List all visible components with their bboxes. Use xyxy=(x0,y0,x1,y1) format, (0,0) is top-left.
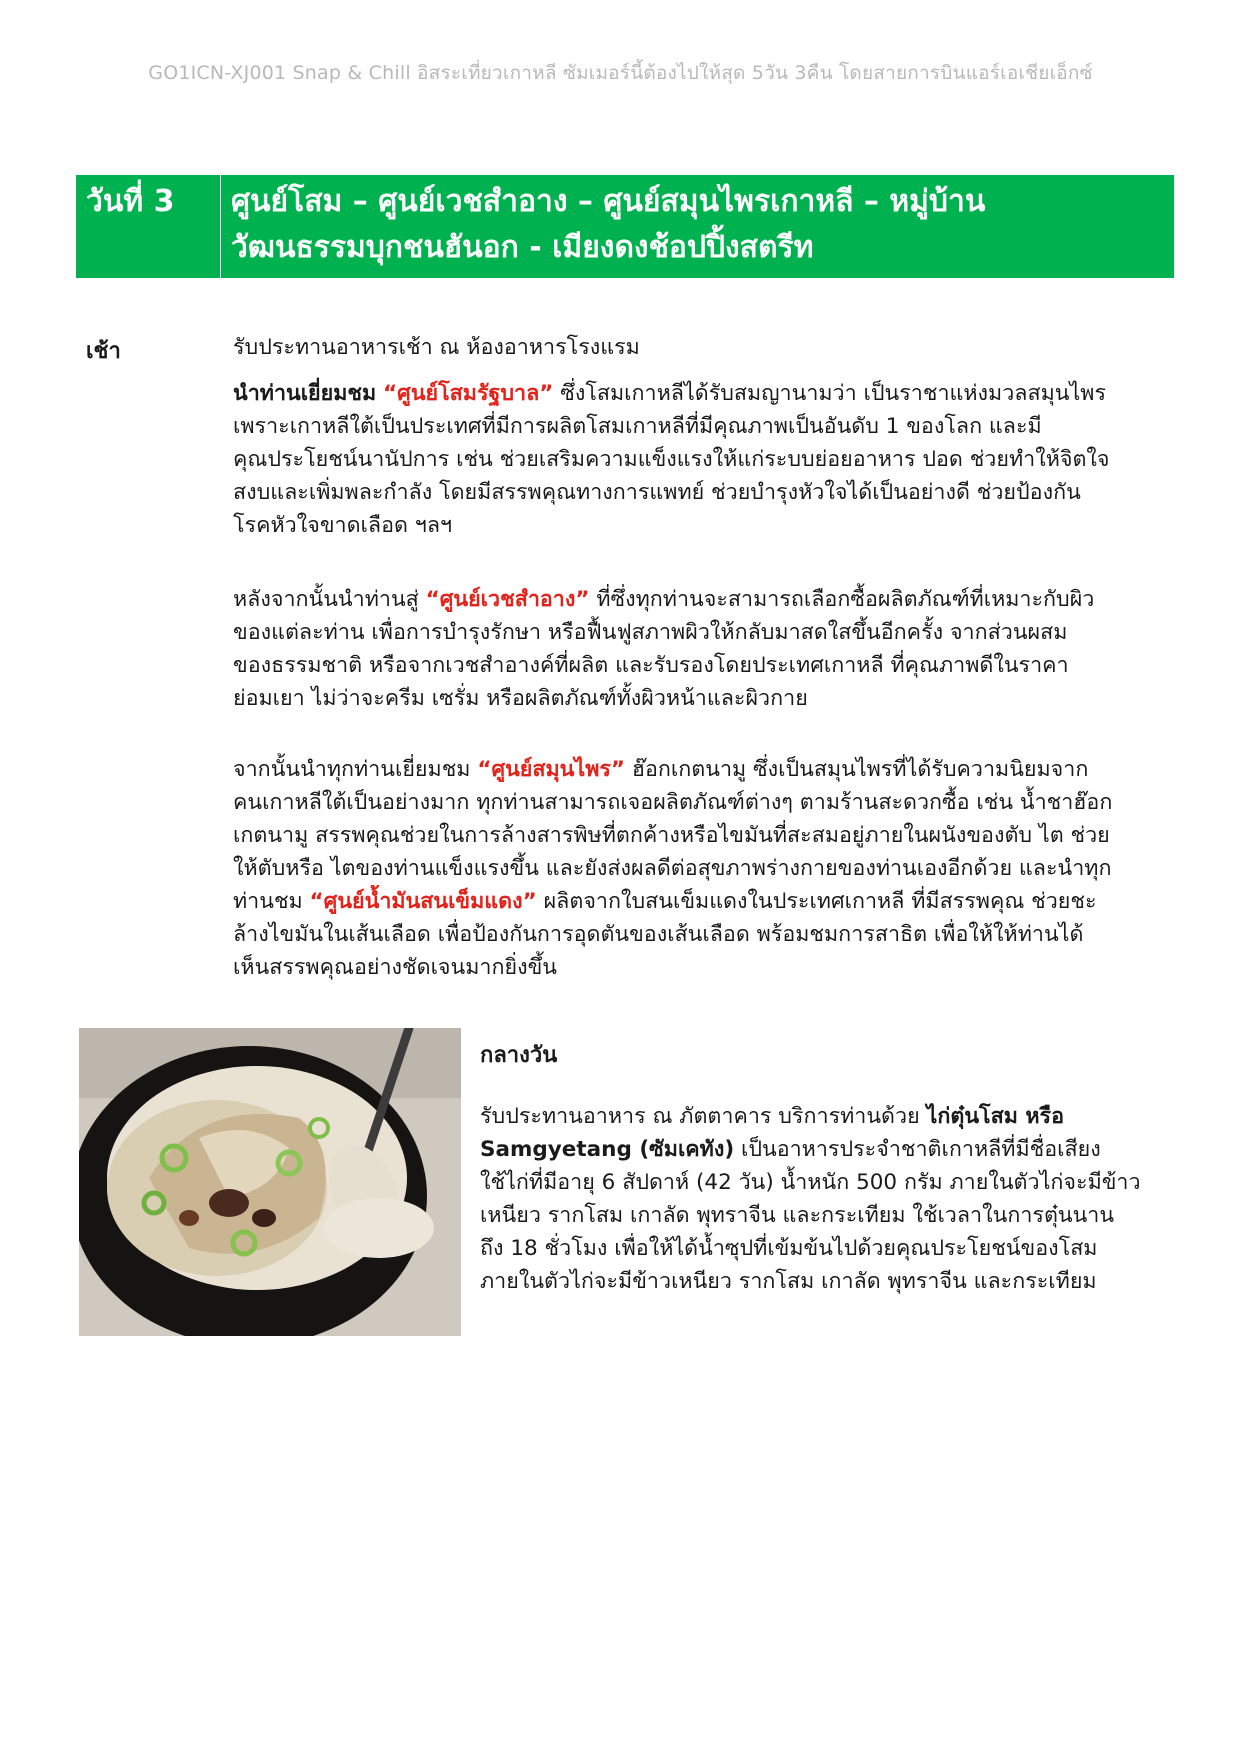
lunch-line: เหนียว รากโสม เกาลัด พุทราจีน และกระเทียม ใช้เวลาในการตุ๋นนาน xyxy=(480,1203,1115,1228)
lunch-dish-name-en: Samgyetang (ซัมเคทัง) xyxy=(480,1137,735,1162)
cosmetics-center-paragraph xyxy=(233,583,1163,715)
p3-line: เห็นสรรพคุณอย่างชัดเจนมากยิ่งขึ้น xyxy=(233,955,557,980)
day-title-line: ศูนย์โสม – ศูนย์เวชสำอาง – ศูนย์สมุนไพรเกาหลี – หมู่บ้าน xyxy=(231,184,986,219)
pine-oil-center-highlight: “ศูนย์น้ำมันสนเข็มแดง” xyxy=(309,889,537,914)
breakfast-text xyxy=(233,331,1163,364)
p3-line5-lead: ท่านชม xyxy=(233,889,310,914)
day-banner xyxy=(76,175,1174,278)
lunch-line: ใช้ไก่ที่มีอายุ 6 สัปดาห์ (42 วัน) น้ำหนัก 500 กรัม ภายในตัวไก่จะมีข้าว xyxy=(480,1170,1141,1195)
herbal-center-highlight: “ศูนย์สมุนไพร” xyxy=(477,757,626,782)
lunch-dish-name: ไก่ตุ๋นโสม หรือ xyxy=(926,1104,1064,1129)
samgyetang-photo xyxy=(79,1028,461,1336)
p1-line: เพราะเกาหลีใต้เป็นประเทศที่มีการผลิตโสมเกาหลีที่มีคุณภาพเป็นอันดับ 1 ของโลก และมี xyxy=(233,414,1042,439)
ginseng-center-highlight: “ศูนย์โสมรัฐบาล” xyxy=(383,381,554,406)
lunch-line2-rest: เป็นอาหารประจำชาติเกาหลีที่มีชื่อเสียง xyxy=(734,1137,1101,1162)
day-title xyxy=(221,175,1174,278)
p2-line1-rest: ที่ซึ่งทุกท่านจะสามารถเลือกซื้อผลิตภัณฑ์ที่เหมาะกับผิว xyxy=(589,587,1095,612)
p1-lead: นำท่านเยี่ยมชม xyxy=(233,381,377,406)
p3-line1-rest: ฮ๊อกเกตนามู ซึ่งเป็นสมุนไพรที่ได้รับความนิยมจาก xyxy=(625,757,1089,782)
p1-line: คุณประโยชน์นานัปการ เช่น ช่วยเสริมความแข็งแรงให้แก่ระบบย่อยอาหาร ปอด ช่วยทำให้จิตใจ xyxy=(233,447,1110,472)
lunch-line1-lead: รับประทานอาหาร ณ ภัตตาคาร บริการท่านด้วย xyxy=(480,1104,927,1129)
page-header: GO1ICN-XJ001 Snap & Chill อิสระเที่ยวเกาหลี ซัมเมอร์นี้ต้องไปให้สุด 5วัน 3คืน โดยสายการบินแอร์เอเชียเอ็กซ์ xyxy=(148,62,1093,84)
p3-line: คนเกาหลีใต้เป็นอย่างมาก ทุกท่านสามารถเจอผลิตภัณฑ์ต่างๆ ตามร้านสะดวกซื้อ เช่น น้ำชาฮ๊อก xyxy=(233,790,1113,815)
cosmetics-center-highlight: “ศูนย์เวชสำอาง” xyxy=(425,587,590,612)
p3-line: ให้ตับหรือ ไตของท่านแข็งแรงขึ้น และยังส่งผลดีต่อสุขภาพร่างกายของท่านเองอีกด้วย และนำทุก xyxy=(233,856,1112,881)
day-title-line: วัฒนธรรมบุกชนฮันอก - เมียงดงช้อปปิ้งสตรีท xyxy=(231,230,814,265)
p1-line: โรคหัวใจขาดเลือด ฯลฯ xyxy=(233,513,453,538)
p3-line5-rest: ผลิตจากใบสนเข็มแดงในประเทศเกาหลี ที่มีสรรพคุณ ช่วยชะ xyxy=(536,889,1097,914)
lunch-line: ถึง 18 ชั่วโมง เพื่อให้ได้น้ำซุปที่เข้มข้นไปด้วยคุณประโยชน์ของโสม xyxy=(480,1236,1098,1261)
p2-line: ของธรรมชาติ หรือจากเวชสำอางค์ที่ผลิต และรับรองโดยประเทศเกาหลี ที่คุณภาพดีในราคา xyxy=(233,653,1069,678)
p3-lead: จากนั้นนำทุกท่านเยี่ยมชม xyxy=(233,757,478,782)
p2-lead: หลังจากนั้นนำท่านสู่ xyxy=(233,587,426,612)
breakfast-line: รับประทานอาหารเช้า ณ ห้องอาหารโรงแรม xyxy=(233,335,640,360)
p1-line: สงบและเพิ่มพละกำลัง โดยมีสรรพคุณทางการแพทย์ ช่วยบำรุงหัวใจได้เป็นอย่างดี ช่วยป้องกัน xyxy=(233,480,1081,505)
lunch-label: กลางวัน xyxy=(480,1043,558,1068)
lunch-paragraph xyxy=(480,1100,1170,1298)
lunch-line: ภายในตัวไก่จะมีข้าวเหนียว รากโสม เกาลัด พุทราจีน และกระเทียม xyxy=(480,1269,1097,1294)
ginseng-center-paragraph xyxy=(233,377,1163,542)
herbal-center-paragraph xyxy=(233,753,1163,984)
day-label: วันที่ 3 xyxy=(76,175,221,278)
p2-line: ของแต่ละท่าน เพื่อการบำรุงรักษา หรือฟื้นฟูสภาพผิวให้กลับมาสดใสขึ้นอีกครั้ง จากส่วนผสม xyxy=(233,620,1068,645)
p3-line: ล้างไขมันในเส้นเลือด เพื่อป้องกันการอุดตันของเส้นเลือด พร้อมชมการสาธิต เพื่อให้ให้ท่านได้ xyxy=(233,922,1084,947)
morning-label: เช้า xyxy=(86,339,121,364)
p1-line1-rest: ซึ่งโสมเกาหลีได้รับสมญานามว่า เป็นราชาแห่งมวลสมุนไพร xyxy=(553,381,1106,406)
p2-line: ย่อมเยา ไม่ว่าจะครีม เซรั่ม หรือผลิตภัณฑ์ทั้งผิวหน้าและผิวกาย xyxy=(233,686,808,711)
p3-line: เกตนามู สรรพคุณช่วยในการล้างสารพิษที่ตกค้างหรือไขมันที่สะสมอยู่ภายในผนังของตับ ไต ช่วย xyxy=(233,823,1110,848)
